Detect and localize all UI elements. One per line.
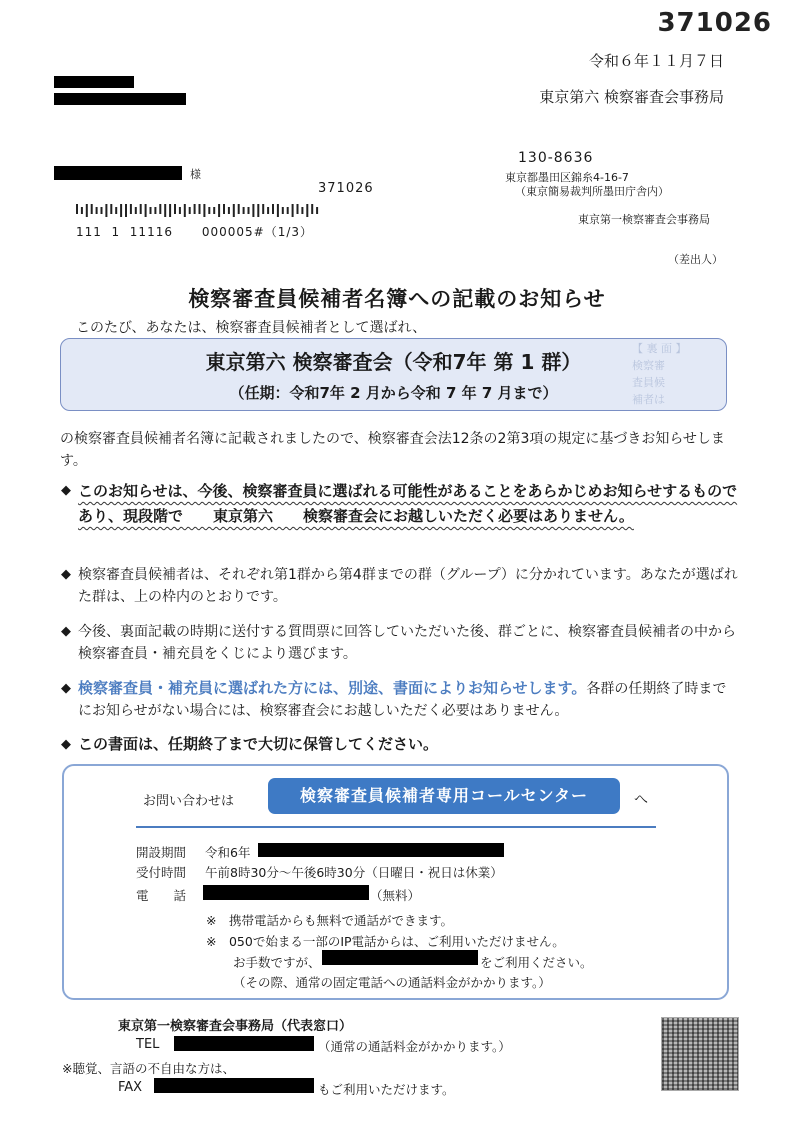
barcode-bar bbox=[110, 204, 112, 214]
bullet-marker: ◆ bbox=[61, 681, 71, 696]
sender-postal-code: 130-8636 bbox=[518, 150, 594, 166]
contact-label: お問い合わせは bbox=[143, 794, 235, 809]
intro-text: このたび、あなたは、検察審査員候補者として選ばれ、 bbox=[76, 320, 427, 336]
sender-address-note: （東京簡易裁判所墨田庁舎内） bbox=[515, 185, 669, 198]
barcode-bar bbox=[169, 204, 171, 217]
barcode-bar bbox=[194, 204, 196, 214]
notice-bullet-3: 今後、裏面記載の時期に送付する質問票に回答していただいた後、群ごとに、検察審査員候補者の中から検察審査員・補充員をくじにより選びます。 bbox=[78, 624, 736, 662]
barcode-bar bbox=[135, 207, 137, 214]
barcode-bar bbox=[184, 204, 186, 217]
recipient-number: 371026 bbox=[318, 181, 374, 196]
barcode-bar bbox=[150, 207, 152, 214]
notice-bullet-5: この書面は、任期終了まで大切に保管してください。 bbox=[78, 735, 439, 753]
hours-value: 午前8時30分～午後6時30分（日曜日・祝日は休業） bbox=[205, 865, 503, 880]
issue-date: 令和６年１１月７日 bbox=[588, 52, 724, 70]
barcode-bar bbox=[115, 207, 117, 214]
barcode-bar bbox=[189, 207, 191, 214]
barcode-bar bbox=[257, 204, 259, 217]
barcode-bar bbox=[277, 204, 279, 217]
redacted-phone bbox=[203, 885, 369, 900]
recipient-honorific: 様 bbox=[190, 168, 201, 181]
barcode-bar bbox=[287, 207, 289, 214]
period-label: 開設期間 bbox=[136, 845, 187, 860]
contact-divider bbox=[136, 826, 656, 828]
redacted-recipient-name bbox=[54, 166, 182, 180]
sender-office: 東京第一検察審査会事務局 bbox=[578, 213, 710, 226]
notice-bullet-4 bbox=[78, 677, 738, 722]
barcode-bar bbox=[86, 204, 88, 217]
barcode-bar bbox=[213, 207, 215, 214]
barcode-bar bbox=[81, 207, 83, 214]
barcode-bar bbox=[101, 207, 103, 214]
barcode-bar bbox=[199, 204, 201, 214]
notice-bullet-4-highlight: 検察審査員・補充員に選ばれた方には、別途、書面によりお知らせします。 bbox=[78, 679, 587, 697]
bleed-through-text: 【 裏 面 】 検察審 査員候 補者は bbox=[632, 342, 687, 406]
sender-label: （差出人） bbox=[668, 253, 723, 266]
footer-office: 東京第一検察審査会事務局（代表窓口） bbox=[118, 1019, 353, 1034]
barcode-bar bbox=[248, 207, 250, 214]
barcode-bar bbox=[316, 207, 318, 214]
barcode-bar bbox=[174, 204, 176, 214]
period-value: 令和6年 bbox=[205, 845, 251, 860]
redacted-footer-tel bbox=[174, 1036, 314, 1051]
footer-hearing-note: ※聴覚、言語の不自由な方は、 bbox=[62, 1061, 235, 1076]
barcode-bar bbox=[91, 204, 93, 214]
barcode-bar bbox=[306, 204, 308, 217]
contact-note-3b: をご利用ください。 bbox=[480, 955, 593, 970]
barcode-bar bbox=[243, 207, 245, 214]
barcode-bar bbox=[252, 204, 254, 217]
contact-note-2: ※ 050で始まる一部のIP電話からは、ご利用いただけません。 bbox=[206, 934, 565, 949]
phone-label: 電 話 bbox=[136, 888, 187, 903]
barcode-bar bbox=[267, 207, 269, 214]
barcode-bar bbox=[238, 204, 240, 214]
barcode-bar bbox=[164, 204, 166, 217]
hours-label: 受付時間 bbox=[136, 865, 187, 880]
barcode-bar bbox=[223, 204, 225, 214]
barcode-bar bbox=[179, 207, 181, 214]
barcode-bar bbox=[301, 207, 303, 214]
redacted-footer-fax bbox=[154, 1078, 314, 1093]
notice-bullet-2: 検察審査員候補者は、それぞれ第1群から第4群までの群（グループ）に分かれています。あなたが選ばれた群は、上の枠内のとおりです。 bbox=[78, 567, 738, 605]
barcode-bar bbox=[130, 204, 132, 214]
notice-bullet-1-text: このお知らせは、今後、検察審査員に選ばれる可能性があることをあらかじめお知らせするものであり、現段階で 東京第六 検察審査会にお越しいただく必要はありません。 bbox=[78, 482, 738, 525]
registration-paragraph: の検察審査員候補者名簿に記載されましたので、検察審査会法12条の2第3項の規定に基づきお知らせします。 bbox=[60, 431, 725, 469]
sender-address: 東京都墨田区錦糸4-16-7 bbox=[505, 171, 629, 184]
bullet-marker: ◆ bbox=[61, 737, 71, 752]
contact-suffix: へ bbox=[634, 792, 648, 808]
group-assignment: 東京第六 検察審査会（令和7年 第 1 群） bbox=[205, 350, 582, 374]
notice-bullet-1 bbox=[78, 479, 738, 529]
barcode-bar bbox=[208, 207, 210, 214]
barcode-bar bbox=[145, 204, 147, 217]
footer-fax-label: FAX bbox=[118, 1080, 143, 1095]
barcode-bar bbox=[218, 204, 220, 217]
barcode-bar bbox=[311, 204, 313, 214]
barcode-bar bbox=[297, 204, 299, 214]
contact-note-4: （その際、通常の固定電話への通話料金がかかります。） bbox=[233, 975, 551, 990]
barcode-bar bbox=[96, 207, 98, 214]
contact-note-1: ※ 携帯電話からも無料で通話ができます。 bbox=[206, 913, 453, 928]
barcode-bar bbox=[140, 204, 142, 214]
footer-tel-note: （通常の通話料金がかかります。） bbox=[318, 1039, 511, 1054]
barcode-bar bbox=[282, 207, 284, 214]
barcode-bar bbox=[159, 204, 161, 214]
call-center-banner: 検察審査員候補者専用コールセンター bbox=[268, 778, 620, 814]
redacted-period bbox=[258, 843, 504, 857]
barcode-text: 111 1 11116 000005#（1/3） bbox=[76, 225, 314, 239]
redacted-alt-number bbox=[322, 950, 478, 965]
bullet-marker: ◆ bbox=[61, 483, 71, 498]
notice-bullet-4-rest: 各群の任期終了時までにお知らせがない場合には、検察審査会にお越しいただく必要はありません。 bbox=[78, 681, 727, 719]
barcode-bar bbox=[125, 204, 127, 217]
barcode-bar bbox=[228, 207, 230, 214]
document-number: 371026 bbox=[657, 8, 772, 38]
issuing-office: 東京第六 検察審査会事務局 bbox=[539, 88, 724, 106]
barcode-bar bbox=[154, 207, 156, 214]
phone-free-note: （無料） bbox=[370, 888, 421, 903]
redacted-recipient-line-2 bbox=[54, 93, 186, 105]
qr-code bbox=[661, 1017, 739, 1091]
postal-barcode bbox=[76, 204, 321, 217]
bullet-marker: ◆ bbox=[61, 567, 71, 582]
barcode-bar bbox=[272, 204, 274, 214]
redacted-recipient-line-1 bbox=[54, 76, 134, 88]
page-title: 検察審査員候補者名簿への記載のお知らせ bbox=[188, 287, 606, 311]
contact-note-3a: お手数ですが、 bbox=[233, 955, 321, 970]
footer-tel-label: TEL bbox=[136, 1037, 160, 1052]
barcode-bar bbox=[292, 204, 294, 217]
barcode-bar bbox=[233, 204, 235, 217]
barcode-bar bbox=[105, 204, 107, 217]
footer-fax-note: もご利用いただけます。 bbox=[318, 1082, 455, 1097]
term-period: （任期：令和7年 2 月から令和 7 年 7 月まで） bbox=[229, 384, 558, 402]
barcode-bar bbox=[262, 204, 264, 214]
barcode-bar bbox=[120, 204, 122, 217]
barcode-bar bbox=[76, 204, 78, 214]
barcode-bar bbox=[203, 204, 205, 217]
bullet-marker: ◆ bbox=[61, 624, 71, 639]
